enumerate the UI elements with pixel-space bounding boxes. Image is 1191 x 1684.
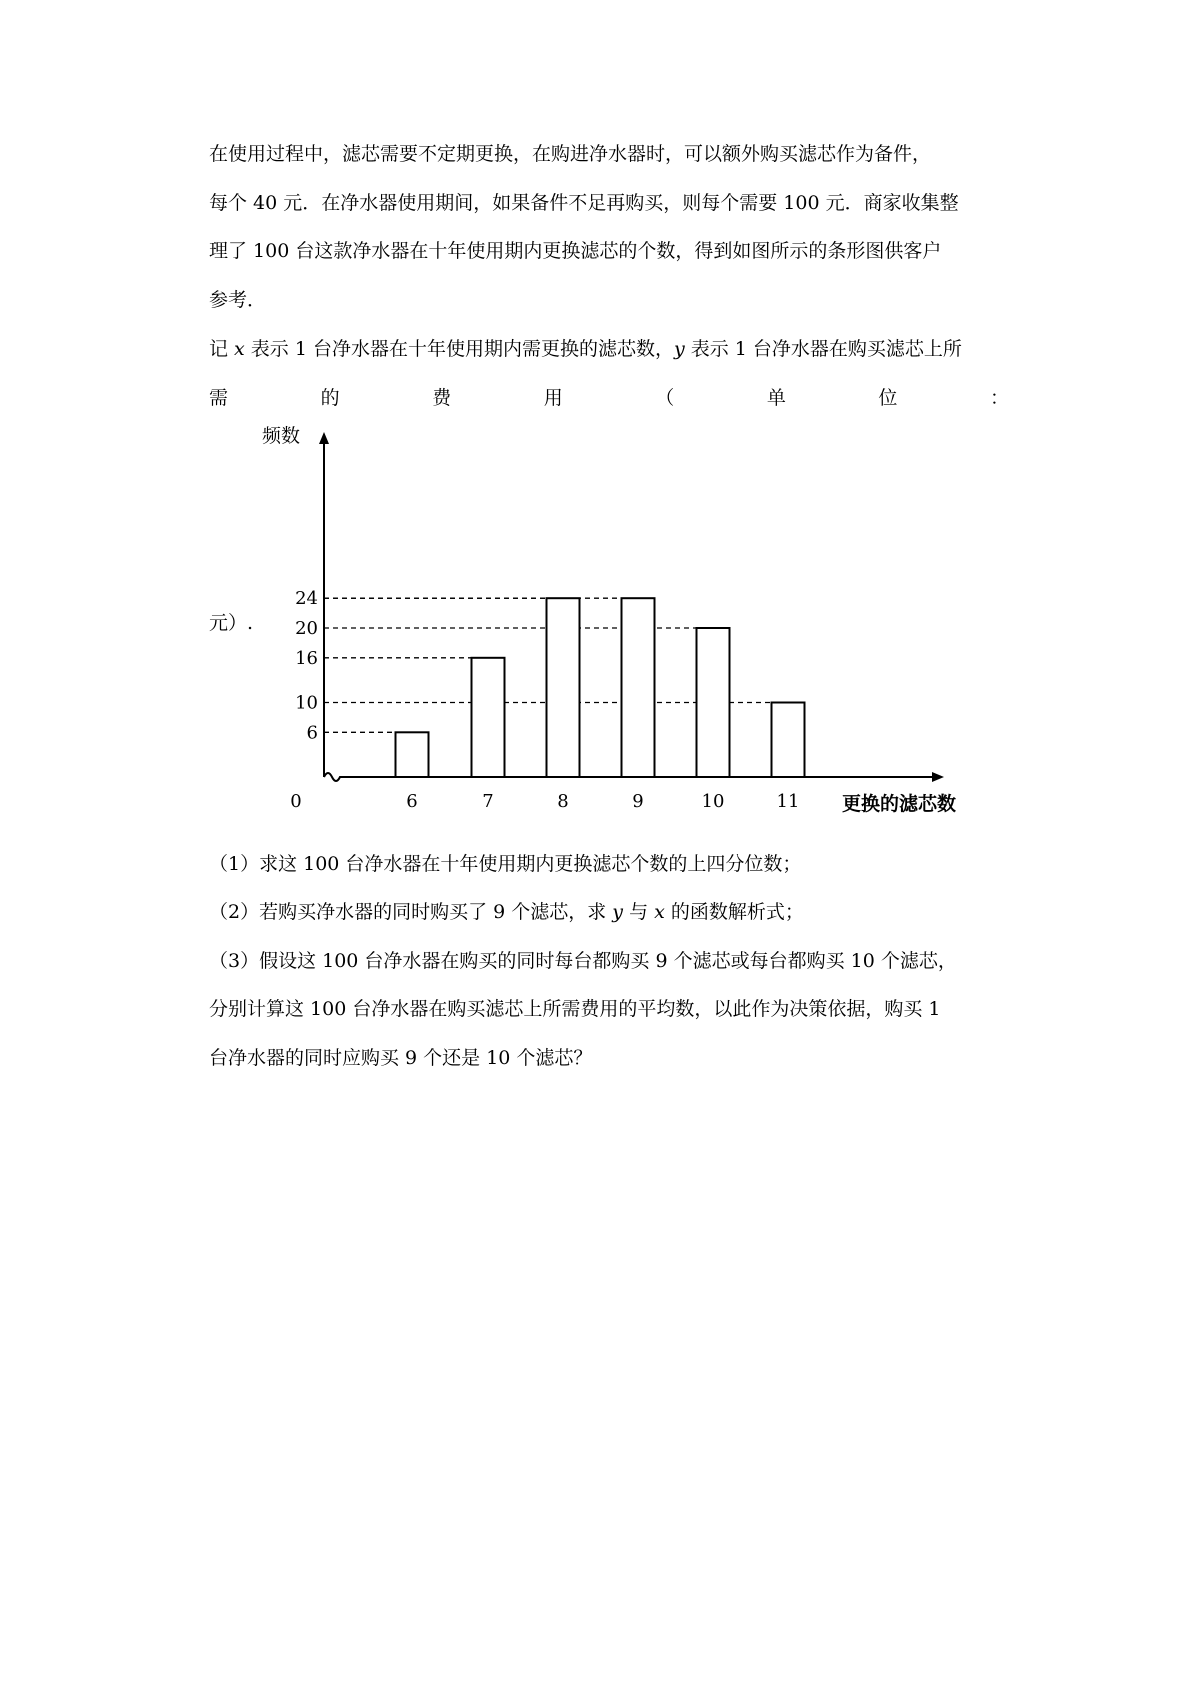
question-2 bbox=[209, 899, 804, 925]
text-run: 台净水器的同时应购买 9 个还是 10 个滤芯？ bbox=[209, 1047, 593, 1069]
bar-chart bbox=[262, 412, 1022, 830]
paragraph-2-line-1 bbox=[209, 336, 962, 362]
y-axis-title: 频数 bbox=[262, 425, 301, 447]
text-run: 元）. bbox=[209, 612, 254, 634]
bar-7 bbox=[472, 658, 505, 777]
y-axis-arrow-icon bbox=[319, 432, 329, 444]
x-axis-title: 更换的滤芯数 bbox=[842, 793, 957, 815]
spaced-char: 单 bbox=[766, 387, 786, 409]
x-axis-arrow-icon bbox=[932, 772, 944, 782]
text-run: 在使用过程中，滤芯需要不定期更换，在购进净水器时，可以额外购买滤芯作为备件， bbox=[209, 143, 932, 165]
spaced-char: 需 bbox=[209, 387, 229, 409]
text-run: 理了 100 台这款净水器在十年使用期内更换滤芯的个数，得到如图所示的条形图供客户 bbox=[209, 240, 942, 262]
text-run: 每个 40 元．在净水器使用期间，如果备件不足再购买，则每个需要 100 元．商家收集整 bbox=[209, 192, 959, 214]
text-run: 与 bbox=[623, 901, 655, 923]
bar-10 bbox=[697, 628, 730, 777]
question-3-line-2 bbox=[209, 996, 940, 1022]
bar-6 bbox=[396, 732, 429, 777]
x-tick-label: 10 bbox=[701, 791, 725, 812]
text-run: 表示 1 台净水器在购买滤芯上所 bbox=[684, 338, 962, 360]
paragraph-1-line-2 bbox=[209, 190, 959, 216]
x-tick-label: 6 bbox=[406, 791, 418, 812]
x-tick-label: 8 bbox=[557, 791, 569, 812]
x-tick-label: 9 bbox=[632, 791, 644, 812]
y-tick-label: 24 bbox=[295, 588, 318, 610]
y-tick-label: 6 bbox=[306, 722, 318, 744]
paragraph-1-line-3 bbox=[209, 238, 941, 264]
y-tick-label: 16 bbox=[295, 647, 318, 669]
spaced-char: ： bbox=[989, 387, 1009, 409]
text-run: 参考． bbox=[209, 289, 267, 311]
y-tick-label: 20 bbox=[295, 618, 318, 639]
spaced-char: 的 bbox=[320, 387, 340, 409]
variable-y: y bbox=[673, 338, 685, 360]
spaced-char: （ bbox=[655, 387, 675, 409]
text-run: 表示 1 台净水器在十年使用期内需更换的滤芯数， bbox=[244, 338, 674, 360]
text-run: 分别计算这 100 台净水器在购买滤芯上所需费用的平均数，以此作为决策依据，购买 1 bbox=[209, 998, 941, 1020]
x-tick-label: 11 bbox=[776, 791, 800, 812]
y-tick-label: 10 bbox=[295, 692, 318, 714]
spaced-char: 用 bbox=[543, 387, 563, 409]
question-3-line-1 bbox=[209, 948, 957, 974]
text-run: （1）求这 100 台净水器在十年使用期内更换滤芯个数的上四分位数； bbox=[209, 853, 802, 875]
bar-9 bbox=[622, 598, 655, 777]
variable-x: x bbox=[234, 338, 245, 360]
paragraph-2-line-2 bbox=[209, 385, 1009, 411]
spaced-char: 费 bbox=[432, 387, 452, 409]
spaced-char: 位 bbox=[878, 387, 898, 409]
bar-11 bbox=[772, 703, 805, 778]
paragraph-1-line-1 bbox=[209, 141, 1009, 167]
question-1 bbox=[209, 851, 801, 877]
variable-y: y bbox=[612, 901, 624, 923]
question-3-line-3 bbox=[209, 1045, 592, 1071]
x-tick-label: 7 bbox=[482, 791, 494, 812]
origin-label: 0 bbox=[290, 791, 302, 812]
bar-8 bbox=[547, 598, 580, 777]
text-run: （3）假设这 100 台净水器在购买的同时每台都购买 9 个滤芯或每台都购买 10 个滤芯， bbox=[209, 950, 957, 972]
text-run: 记 bbox=[209, 338, 235, 360]
text-run: （2）若购买净水器的同时购买了 9 个滤芯，求 bbox=[209, 901, 613, 923]
paragraph-1-line-4 bbox=[209, 287, 266, 313]
variable-x: x bbox=[654, 901, 665, 923]
text-run: 的函数解析式； bbox=[664, 901, 804, 923]
bar-chart-svg bbox=[262, 412, 1022, 830]
paragraph-2-line-3 bbox=[209, 610, 253, 636]
